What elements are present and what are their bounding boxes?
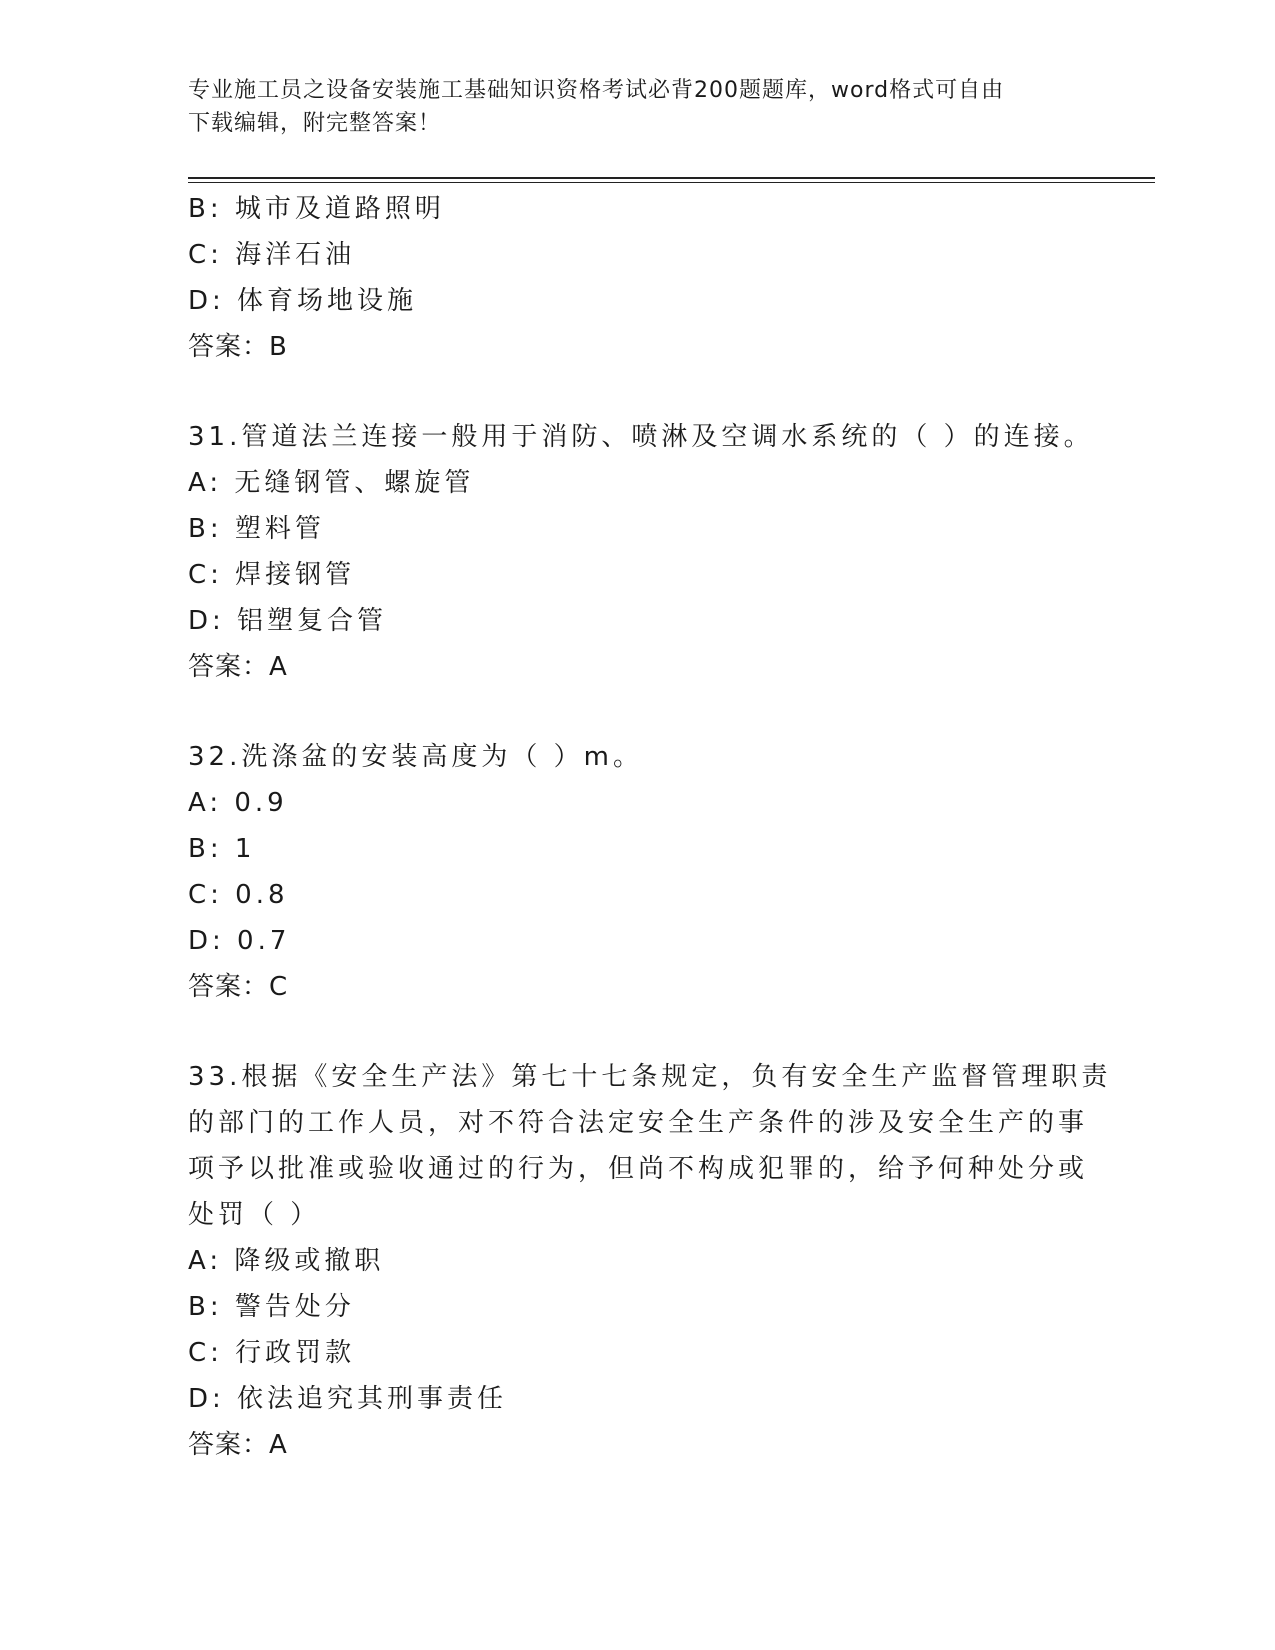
option-c: C: 行政罚款 [188,1338,356,1368]
header-line-2: 下载编辑，附完整答案！ [188,111,442,136]
option-d: D: 0.7 [188,926,291,956]
header-rule-thick [188,177,1155,179]
question-text-line-4: 处罚（ ） [188,1200,321,1230]
option-d: D: 体育场地设施 [188,286,418,316]
question-text: 32.洗涤盆的安装高度为（ ）m。 [188,742,643,772]
option-a: A: 降级或撤职 [188,1246,385,1276]
option-b: B: 塑料管 [188,514,325,544]
option-d: D: 铝塑复合管 [188,606,388,636]
option-a: A: 0.9 [188,788,288,818]
question-33 [188,1054,1112,1468]
option-a: A: 无缝钢管、螺旋管 [188,468,475,498]
question-text-line-3: 项予以批准或验收通过的行为，但尚不构成犯罪的，给予何种处分或 [188,1154,1089,1184]
option-b: B: 警告处分 [188,1292,355,1322]
answer: 答案：B [188,332,288,362]
spacer [188,1010,1088,1054]
option-d: D: 依法追究其刑事责任 [188,1384,508,1414]
option-c: C: 焊接钢管 [188,560,356,590]
question-text-line-1: 33.根据《安全生产法》第七十七条规定，负有安全生产监督管理职责 [188,1062,1112,1092]
question-32 [188,734,1088,1010]
page-header [188,74,1088,140]
question-text: 31.管道法兰连接一般用于消防、喷淋及空调水系统的（ ）的连接。 [188,422,1094,452]
spacer [188,370,1088,414]
header-rule-thin [188,182,1155,183]
question-list [188,186,1112,1468]
answer: 答案：C [188,972,289,1002]
header-line-1: 专业施工员之设备安装施工基础知识资格考试必背200题题库，word格式可自由 [188,78,1005,103]
option-c: C: 0.8 [188,880,289,910]
question-30 [188,186,1088,370]
option-c: C: 海洋石油 [188,240,356,270]
question-31 [188,414,1094,690]
question-text-line-2: 的部门的工作人员，对不符合法定安全生产条件的涉及安全生产的事 [188,1108,1089,1138]
answer: 答案：A [188,652,288,682]
option-b: B: 1 [188,834,256,864]
spacer [188,690,1088,734]
answer: 答案：A [188,1430,288,1460]
option-b: B: 城市及道路照明 [188,194,445,224]
